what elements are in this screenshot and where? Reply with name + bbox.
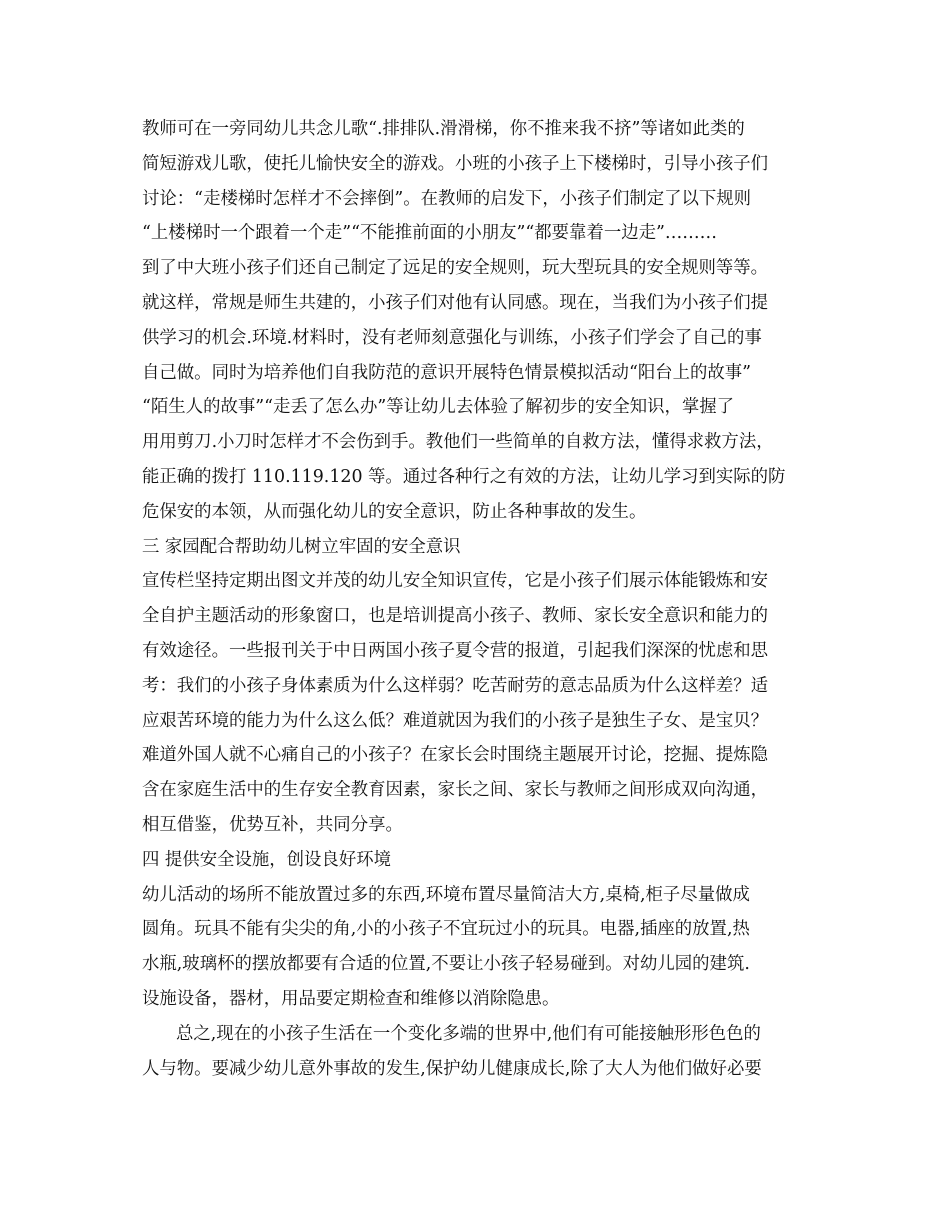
text-line: “陌生人的故事”“走丢了怎么办”等让幼儿去体验了解初步的安全知识，掌握了	[142, 397, 735, 418]
text-line: 幼儿活动的场所不能放置过多的东西,环境布置尽量简洁大方,桌椅,柜子尽量做成	[142, 884, 750, 905]
text-line: 水瓶,玻璃杯的摆放都要有合适的位置,不要让小孩子轻易碰到。对幼儿园的建筑.	[142, 954, 750, 975]
text-line: 宣传栏坚持定期出图文并茂的幼儿安全知识宣传，它是小孩子们展示体能锻炼和安	[142, 571, 769, 592]
text-line: 含在家庭生活中的生存安全教育因素，家长之间、家长与教师之间形成双向沟通，	[142, 780, 769, 801]
text-line: 总之,现在的小孩子生活在一个变化多端的世界中,他们有可能接触形形色色的	[176, 1023, 761, 1044]
text-line: 自己做。同时为培养他们自我防范的意识开展特色情景模拟活动“阳台上的故事”	[142, 362, 752, 383]
text-line: 难道外国人就不心痛自己的小孩子？在家长会时围绕主题展开讨论，挖掘、提炼隐	[142, 745, 769, 766]
text-line: 讨论：“走楼梯时怎样才不会摔倒”。在教师的启发下，小孩子们制定了以下规则	[142, 188, 752, 209]
text-line: 教师可在一旁同幼儿共念儿歌“.排排队.滑滑梯，你不推来我不挤”等诸如此类的	[142, 119, 745, 139]
section-heading-4: 四 提供安全设施，创设良好环境	[142, 849, 391, 870]
document-body	[142, 112, 822, 1086]
text-line: 相互借鉴，优势互补，共同分享。	[142, 814, 403, 835]
text-line: 有效途径。一些报刊关于中日两国小孩子夏令营的报道，引起我们深深的忧虑和思	[142, 640, 769, 661]
text-line: 圆角。玩具不能有尖尖的角,小的小孩子不宜玩过小的玩具。电器,插座的放置,热	[142, 919, 750, 940]
text-line: 到了中大班小孩子们还自己制定了远足的安全规则，玩大型玩具的安全规则等等。	[142, 258, 769, 279]
text-line: 危保安的本领，从而强化幼儿的安全意识，防止各种事故的发生。	[142, 501, 647, 522]
text-line: 用用剪刀.小刀时怎样才不会伤到手。教他们一些简单的自救方法，懂得求救方法，	[142, 432, 774, 453]
text-line: 就这样，常规是师生共建的，小孩子们对他有认同感。现在，当我们为小孩子们提	[142, 292, 769, 313]
text-line: 全自护主题活动的形象窗口，也是培训提高小孩子、教师、家长安全意识和能力的	[142, 606, 769, 627]
text-line: 设施设备，器材，用品要定期检查和维修以消除隐患。	[142, 988, 560, 1009]
section-heading-3: 三 家园配合帮助幼儿树立牢固的安全意识	[142, 536, 461, 557]
text-line: “上楼梯时一个跟着一个走”“不能推前面的小朋友”“都要靠着一边走”………	[142, 223, 718, 244]
text-line: 应艰苦环境的能力为什么这么低？难道就因为我们的小孩子是独生子女、是宝贝？	[142, 710, 769, 731]
text-line: 考：我们的小孩子身体素质为什么这样弱？吃苦耐劳的意志品质为什么这样差？适	[142, 675, 769, 696]
text-line: 简短游戏儿歌，使托儿愉快安全的游戏。小班的小孩子上下楼梯时，引导小孩子们	[142, 153, 769, 174]
text-line: 能正确的拨打 110.119.120 等。通过各种行之有效的方法，让幼儿学习到实际的防	[142, 466, 786, 487]
text-line: 人与物。要减少幼儿意外事故的发生,保护幼儿健康成长,除了大人为他们做好必要	[142, 1058, 762, 1079]
text-line: 供学习的机会.环境.材料时，没有老师刻意强化与训练，小孩子们学会了自己的事	[142, 327, 762, 348]
